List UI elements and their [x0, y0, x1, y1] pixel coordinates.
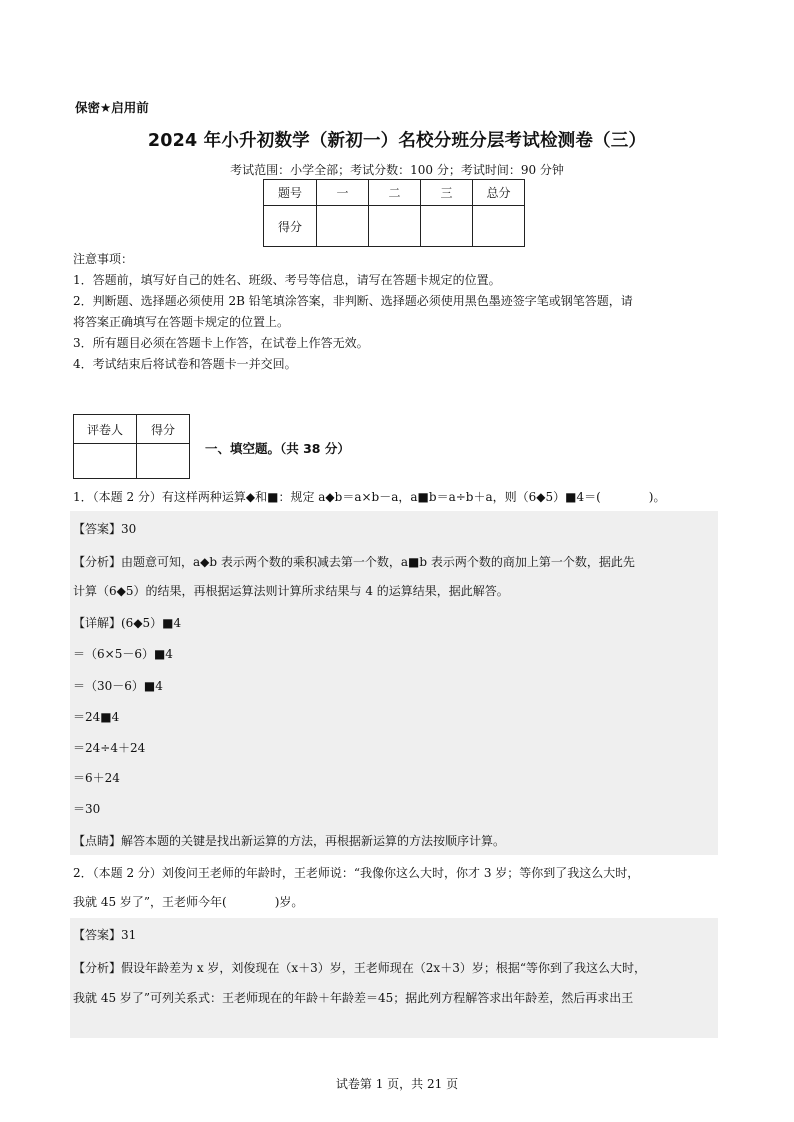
q1-detail-line: ＝24■4 [73, 710, 120, 724]
note-item: 4．考试结束后将试卷和答题卡一并交回。 [73, 357, 297, 371]
note-item: 将答案正确填写在答题卡规定的位置上。 [73, 315, 290, 329]
q1-analysis-line: 计算（6◆5）的结果，再根据运算法则计算所求结果与 4 的运算结果，据此解答。 [73, 584, 509, 598]
score-header-3: 三 [421, 180, 473, 206]
grader-reviewer-label: 评卷人 [74, 415, 137, 444]
question-2-stem: 2．（本题 2 分）刘俊问王老师的年龄时，王老师说：“我像你这么大时，你才 3 岁；等你到了我这么大时， [73, 866, 640, 880]
page-footer: 试卷第 1 页，共 21 页 [335, 1077, 459, 1091]
q2-analysis-line: 我就 45 岁了”可列关系式：王老师现在的年龄＋年龄差＝45；据此列方程解答求出年龄差，然后再求出王 [73, 991, 634, 1005]
score-table [263, 179, 525, 247]
note-item: 2．判断题、选择题必须使用 2B 铅笔填涂答案，非判断、选择题必须使用黑色墨迹签字笔或钢笔答题，请 [73, 294, 633, 308]
q1-answer: 【答案】30 [73, 522, 137, 536]
q1-detail-line: ＝6＋24 [73, 771, 120, 785]
grader-score-label: 得分 [137, 415, 190, 444]
notes-heading: 注意事项： [73, 252, 134, 266]
score-cell[interactable] [421, 206, 473, 247]
q1-comment: 【点睛】解答本题的关键是找出新运算的方法，再根据新运算的方法按顺序计算。 [73, 834, 506, 848]
grader-reviewer-cell[interactable] [74, 444, 137, 479]
grader-table [73, 414, 190, 479]
score-header-number: 题号 [264, 180, 317, 206]
score-cell[interactable] [369, 206, 421, 247]
q1-detail-line: ＝24÷4＋24 [73, 741, 146, 755]
score-header-2: 二 [369, 180, 421, 206]
confidential-label: 保密★启用前 [75, 100, 149, 115]
score-header-total: 总分 [473, 180, 525, 206]
score-row-label: 得分 [264, 206, 317, 247]
note-item: 3．所有题目必须在答题卡上作答，在试卷上作答无效。 [73, 336, 369, 350]
grader-score-cell[interactable] [137, 444, 190, 479]
note-item: 1．答题前，填写好自己的姓名、班级、考号等信息，请写在答题卡规定的位置。 [73, 273, 501, 287]
q2-analysis-line: 【分析】假设年龄差为 x 岁，刘俊现在（x＋3）岁，王老师现在（2x＋3）岁；根据“等你到了我这么大时， [73, 961, 646, 975]
q2-answer: 【答案】31 [73, 928, 137, 942]
q1-analysis-line: 【分析】由题意可知，a◆b 表示两个数的乘积减去第一个数，a■b 表示两个数的商加上第一个数，据此先 [73, 555, 635, 569]
question-1-stem: 1．（本题 2 分）有这样两种运算◆和■：规定 a◆b＝a×b－a，a■b＝a÷b＋a，则（6◆5）■4＝( )。 [73, 490, 666, 504]
notes-section [73, 249, 723, 375]
q1-detail-line: ＝（6×5－6）■4 [73, 647, 173, 661]
score-header-1: 一 [317, 180, 369, 206]
question-2-solution-box [70, 918, 718, 1038]
section-title: 一、填空题。（共 38 分） [205, 441, 350, 456]
question-2-stem: 我就 45 岁了”，王老师今年( )岁。 [73, 895, 304, 909]
score-cell[interactable] [473, 206, 525, 247]
page-title: 2024 年小升初数学（新初一）名校分班分层考试检测卷（三） [147, 131, 647, 151]
q1-detail-line: 【详解】(6◆5）■4 [73, 616, 182, 630]
q1-detail-line: ＝30 [73, 802, 101, 816]
score-cell[interactable] [317, 206, 369, 247]
q1-detail-line: ＝（30－6）■4 [73, 679, 163, 693]
exam-info: 考试范围：小学全部；考试分数：100 分；考试时间：90 分钟 [230, 163, 564, 177]
